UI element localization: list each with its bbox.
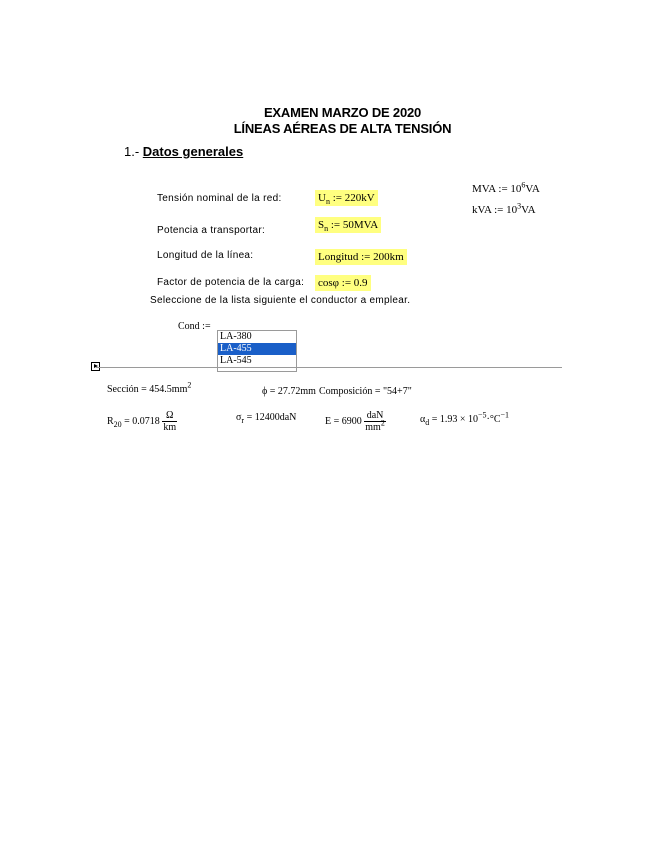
section-title: Datos generales (142, 144, 244, 159)
title-line-1: EXAMEN MARZO DE 2020 (263, 105, 422, 120)
phi-result: ϕ = 27.72mm (262, 386, 316, 397)
composicion-result: Composición = "54+7" (319, 386, 412, 397)
e-den-unit: mm (365, 422, 381, 433)
mva-left: MVA := 10 (472, 183, 522, 195)
listbox-option[interactable]: LA-380 (220, 331, 252, 342)
label-tension: Tensión nominal de la red: (157, 193, 282, 204)
e-denominator (364, 418, 386, 433)
section-heading (124, 144, 243, 159)
r20-denominator: km (163, 422, 177, 433)
region-divider (96, 367, 562, 368)
conductor-listbox[interactable] (217, 330, 297, 372)
r20-unit-fraction (162, 410, 177, 433)
sn-value: := 50MVA (328, 219, 379, 231)
e-result (325, 410, 386, 433)
alpha-exp: −5 (478, 410, 487, 420)
kva-right: VA (521, 204, 536, 216)
seccion-exp: 2 (187, 380, 192, 390)
listbox-option[interactable]: LA-545 (220, 355, 252, 366)
mva-right: VA (525, 183, 540, 195)
alpha-unit-exp: −1 (500, 410, 510, 420)
sigma-result (236, 412, 296, 423)
label-potencia: Potencia a transportar: (157, 225, 266, 236)
label-longitud: Longitud de la línea: (157, 250, 254, 261)
listbox-option-selected[interactable]: LA-455 (218, 343, 296, 355)
alpha-unit: ·°C (486, 414, 501, 425)
cosphi-definition[interactable]: cosφ := 0.9 (315, 275, 371, 291)
sn-symbol: S (318, 219, 325, 231)
un-value: := 220kV (329, 192, 375, 204)
e-den-exp: 2 (380, 418, 385, 428)
r20-subscript: 20 (113, 419, 122, 429)
cond-label: Cond := (178, 321, 211, 332)
seccion-result (107, 380, 192, 395)
sigma-value: = 12400daN (244, 412, 297, 423)
r20-numerator: Ω (162, 410, 177, 422)
select-prompt: Seleccione de la lista siguiente el conductor a emplear. (150, 295, 411, 306)
e-numerator: daN (364, 410, 386, 422)
seccion-value: Sección = 454.5mm (107, 384, 188, 395)
r20-result (107, 410, 177, 433)
r20-symbol: R (107, 415, 114, 427)
alpha-symbol: α (420, 414, 426, 425)
sn-subscript: n (324, 224, 329, 234)
label-factor: Factor de potencia de la carga: (157, 277, 305, 288)
e-unit-fraction (364, 410, 386, 433)
sn-definition[interactable] (315, 217, 381, 233)
alpha-result (420, 410, 510, 427)
kva-left: kVA := 10 (472, 204, 518, 216)
title-line-2: LÍNEAS AÉREAS DE ALTA TENSIÓN (233, 121, 452, 136)
alpha-subscript: d (425, 418, 430, 427)
sigma-subscript: r (241, 416, 245, 425)
longitud-definition[interactable]: Longitud := 200km (315, 249, 407, 265)
sigma-symbol: σ (236, 412, 242, 423)
mva-exp: 6 (521, 180, 526, 190)
r20-value: = 0.0718 (121, 415, 160, 427)
un-subscript: n (325, 197, 330, 207)
kva-exp: 3 (517, 201, 522, 211)
kva-definition[interactable] (472, 201, 536, 216)
un-symbol: U (318, 192, 326, 204)
mva-definition[interactable] (472, 180, 540, 195)
alpha-value: = 1.93 × 10 (429, 414, 479, 425)
e-value: E = 6900 (325, 415, 362, 427)
un-definition[interactable] (315, 190, 378, 206)
section-number: 1.- (124, 144, 143, 159)
